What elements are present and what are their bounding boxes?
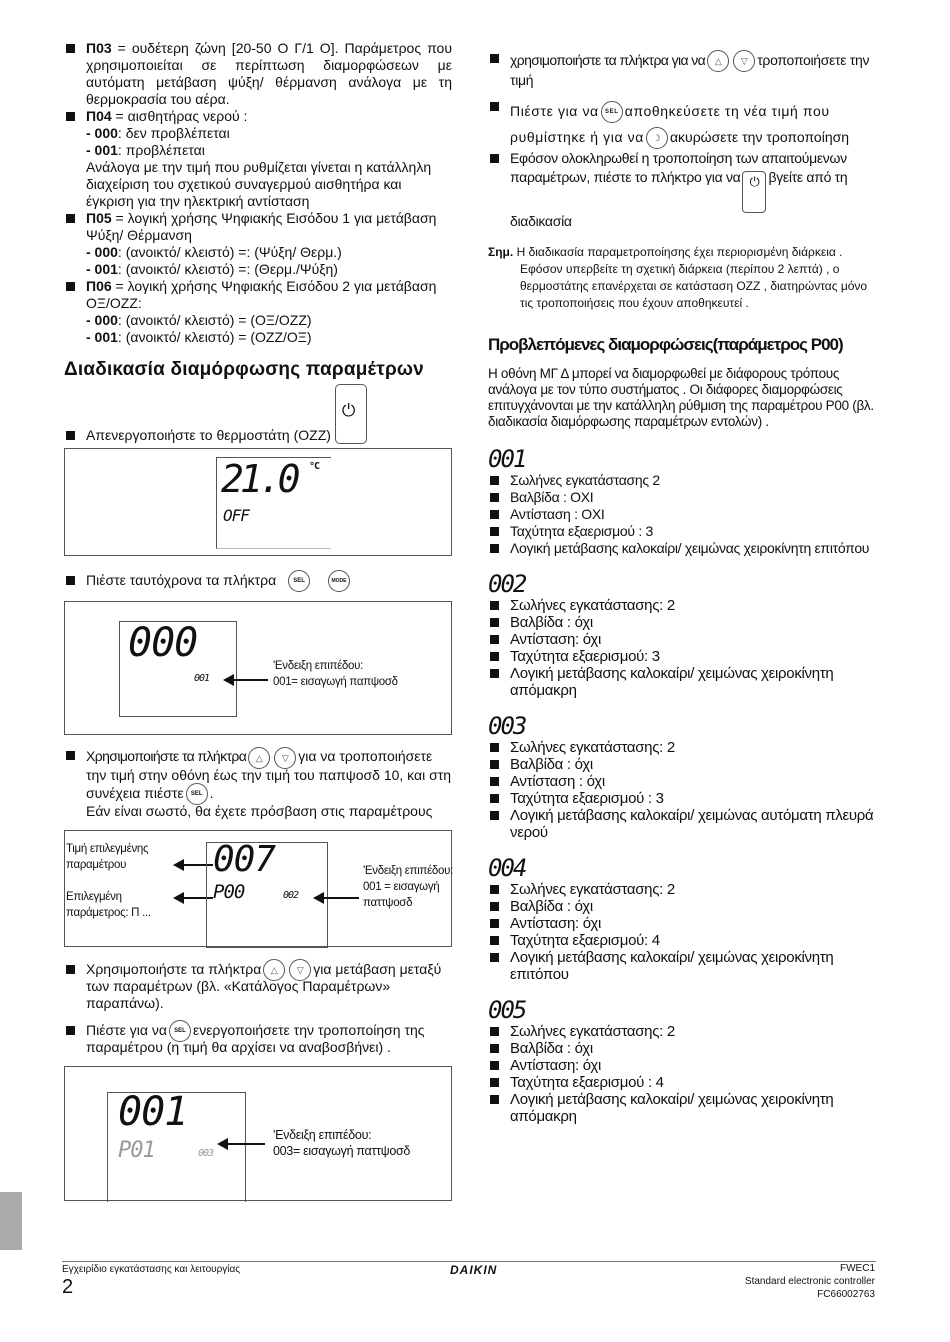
list-item: Βαλβίδα : όχι [488, 614, 876, 631]
arrow-icon [323, 897, 359, 899]
list-item: Βαλβίδα : όχι [488, 756, 876, 773]
list-item: Ταχύτητα εξαερισμού: 4 [488, 932, 876, 949]
arrow-icon [227, 1143, 265, 1145]
up-button-icon: △ [263, 959, 285, 981]
param-p05: П05 = λογική χρήσης Ψηφιακής Εισόδου 1 για μετάβαση Ψύξη/ Θέρμανση - 000: (ανοικτό/ κλειστό) =: (Ψύξη/ Θερμ.) - 001: (ανοικτό/ κλειστό) =: (Θερμ./Ψύξη) [64, 210, 452, 278]
arrow-icon [233, 679, 268, 681]
power-icon: ⏻ [341, 401, 356, 420]
param-p03: П03 = ουδέτερη ζώνη [20-50 O Γ/1 O]. Παράμετρος που χρησιμοποιείται σε περίπτωση διαμορφώσεων με αυτόματη μετάβαση ψύξη/ θέρμανση ανάλογα με τη θερμοκρασία του αέρα. [64, 40, 452, 108]
list-item: Αντίσταση : όχι [488, 773, 876, 790]
list-item: Βαλβίδα : όχι [488, 898, 876, 915]
sel-button-icon: SEL [186, 783, 208, 805]
sel-button-icon: SEL [601, 101, 623, 123]
step-save-value: Πιέστε για να SEL αποθηκεύσετε τη νέα τιμή που ρυθμίστηκε ή για να ☽ ακυρώσετε την τροποποίηση [488, 98, 876, 150]
brand-logo: DAIKIN [450, 1263, 498, 1277]
config-code: 004 [488, 854, 526, 882]
config-code: 003 [488, 712, 526, 740]
step-change-value: χρησιμοποιήστε τα πλήκτρα για να △ ▽ τροποποιήσετε την τιμή [488, 50, 876, 90]
configs-intro: Η οθόνη ΜΓ Δ μπορεί να διαμορφωθεί με διάφορους τρόπους ανάλογα με τον τύπο συστήματος . Οι διάφορες διαμορφώσεις επιτυγχάνονται με την κατάλληλη ρύθμιση της παραμέτρου P00 (βλ. διαδικασία διαμόρφωσης παραμέτρων εντολών) . [488, 366, 874, 429]
down-button-icon: ▽ [733, 50, 755, 72]
param-p04: П04 = αισθητήρας νερού : - 000: δεν προβλέπεται - 001: προβλέπεται Ανάλογα με την τιμή που ρυθμίζεται γίνεται η κατάλληλη διαχείριση του σχετικού συναγερμού αισθητήρα και έγκριση για την ηλεκτρική αντίσταση [64, 108, 452, 210]
list-item: Αντίσταση : ΟΧΙ [488, 506, 876, 523]
note: Σημ. Η διαδικασία παραμετροποίησης έχει περιορισμένη διάρκεια . Εφόσον υπερβείτε τη σχετική διάρκεια (περίπου 2 λεπτά) , ο θερμοστάτης επανέρχεται σε κατάσταση ΟΖΖ , διατηρώντας μόνο τις τροποποιήσεις που έχουν αποθηκευτεί . [488, 245, 868, 310]
footer-manual: Εγχειρίδιο εγκατάστασης και λειτουργίας [62, 1264, 241, 1275]
parameter-list [64, 40, 452, 346]
list-item: Λογική μετάβασης καλοκαίρι/ χειμώνας χειροκίνητη απόμακρη [488, 1091, 876, 1125]
blinking-value: 001 [118, 1089, 188, 1136]
configs-heading: Προβλεπόμενες διαμορφώσεις(παράμετρος P00) [488, 335, 843, 354]
step-enable-edit: Πιέστε για να SEL ενεργοποιήσετε την τροποποίηση της παραμέτρου (η τιμή θα αρχίσει να αναβοσβήνει) . [64, 1022, 452, 1056]
list-item: Λογική μετάβασης καλοκαίρι/ χειμώνας χειροκίνητη επιτόπου [488, 949, 876, 983]
config-003 [488, 713, 876, 841]
list-item: Σωλήνες εγκατάστασης: 2 [488, 1023, 876, 1040]
up-button-icon: △ [707, 50, 729, 72]
list-item: Αντίσταση: όχι [488, 915, 876, 932]
list-item: Αντίσταση: όχι [488, 631, 876, 648]
step-enter-password: Χρησιμοποιήστε τα πλήκτρα △ ▽ για να τροποποιήσετε την τιμή στην οθόνη έως την τιμή του παπψοσδ 10, και στη συνέχεια πιέστε SEL . Εάν είναι σωστό, θα έχετε πρόσβαση στις παραμέτρους [64, 747, 452, 820]
page-number: 2 [62, 1276, 74, 1298]
down-button-icon: ▽ [289, 959, 311, 981]
down-button-icon: ▽ [274, 747, 296, 769]
step-press-keys: Πιέστε ταυτόχρονα τα πλήκτρα SEL MODE [64, 572, 452, 589]
config-004 [488, 855, 876, 983]
list-item: Αντίσταση: όχι [488, 1057, 876, 1074]
sel-button-icon: SEL [288, 570, 310, 592]
lcd-screen: 000 001 [119, 621, 237, 717]
display-figure-parameters: Τιμή επιλεγμένης παραμέτρου Επιλεγμένη παράμετρος: Π ... 007 P00 002 'Ενδειξη επιπέδου: 001 = εισαγωγή παττψοσδ [64, 830, 452, 947]
section-heading: Διαδικασία διαμόρφωσης παραμέτρων [64, 359, 424, 380]
page-tab-marker [0, 1192, 22, 1250]
configs-list [488, 446, 876, 1125]
list-item: Σωλήνες εγκατάστασης 2 [488, 472, 876, 489]
config-code: 002 [488, 570, 526, 598]
cancel-button-icon: ☽ [646, 127, 668, 149]
config-005 [488, 997, 876, 1125]
config-code: 005 [488, 996, 526, 1024]
list-item: Σωλήνες εγκατάστασης: 2 [488, 739, 876, 756]
up-button-icon: △ [248, 747, 270, 769]
list-item: Ταχύτητα εξαερισμού: 3 [488, 648, 876, 665]
list-item: Λογική μετάβασης καλοκαίρι/ χειμώνας χειροκίνητη επιτόπου [488, 540, 876, 557]
lcd-screen: 21.0 °C OFF [216, 457, 331, 549]
mode-button-icon: MODE [328, 570, 350, 592]
step-navigate-parameters: Χρησιμοποιήστε τα πλήκτρα △ ▽ για μετάβαση μεταξύ των παραμέτρων (βλ. «Κατάλογος Παραμέτρων» παραπάνω). [64, 961, 452, 1012]
lcd-screen: 007 P00 002 [206, 842, 328, 948]
right-column [488, 50, 876, 1125]
display-figure-password: 000 001 'Ενδειξη επιπέδου: 001= εισαγωγή παπψοσδ [64, 601, 452, 735]
list-item: Λογική μετάβασης καλοκαίρι/ χειμώνας αυτόματη πλευρά νερού [488, 807, 876, 841]
footer-doc-info: FWEC1 Standard electronic controller FC66002763 [744, 1263, 875, 1300]
param-p06: П06 = λογική χρήσης Ψηφιακής Εισόδου 2 για μετάβαση ΟΞ/ΟΖΖ: - 000: (ανοικτό/ κλειστό) = (ΟΞ/ΟΖΖ) - 001: (ανοικτό/ κλειστό) = (ΟΖΖ/ΟΞ) [64, 278, 452, 346]
list-item: Λογική μετάβασης καλοκαίρι/ χειμώνας χειροκίνητη απόμακρη [488, 665, 876, 699]
list-item: Σωλήνες εγκατάστασης: 2 [488, 881, 876, 898]
list-item: Ταχύτητα εξαερισμού : 3 [488, 523, 876, 540]
lcd-screen: 001 P01 003 [107, 1092, 246, 1202]
sel-button-icon: SEL [169, 1020, 191, 1042]
left-column [64, 40, 452, 1201]
step-turn-off: Απενεργοποιήστε το θερμοστάτη (ΟΖΖ) [64, 427, 331, 444]
config-001 [488, 446, 876, 557]
power-button [335, 384, 367, 444]
config-002 [488, 571, 876, 699]
config-code: 001 [488, 445, 526, 473]
list-item: Σωλήνες εγκατάστασης: 2 [488, 597, 876, 614]
list-item: Ταχύτητα εξαερισμού : 4 [488, 1074, 876, 1091]
step-exit: Εφόσον ολοκληρωθεί η τροποποίηση των απαιτούμενων παραμέτρων, πιέστε το πλήκτρο για να ⏻ βγείτε από τη διαδικασία [488, 150, 876, 230]
list-item: Βαλβίδα : όχι [488, 1040, 876, 1057]
display-figure-off [64, 448, 452, 556]
display-figure-editing: 001 P01 003 'Ενδειξη επιπέδου: 003= εισαγωγή παττψοσδ [64, 1066, 452, 1201]
step-turn-off-row [64, 384, 452, 444]
list-item: Βαλβίδα : ΟΧΙ [488, 489, 876, 506]
power-button-icon: ⏻ [742, 171, 766, 213]
list-item: Ταχύτητα εξαερισμού : 3 [488, 790, 876, 807]
